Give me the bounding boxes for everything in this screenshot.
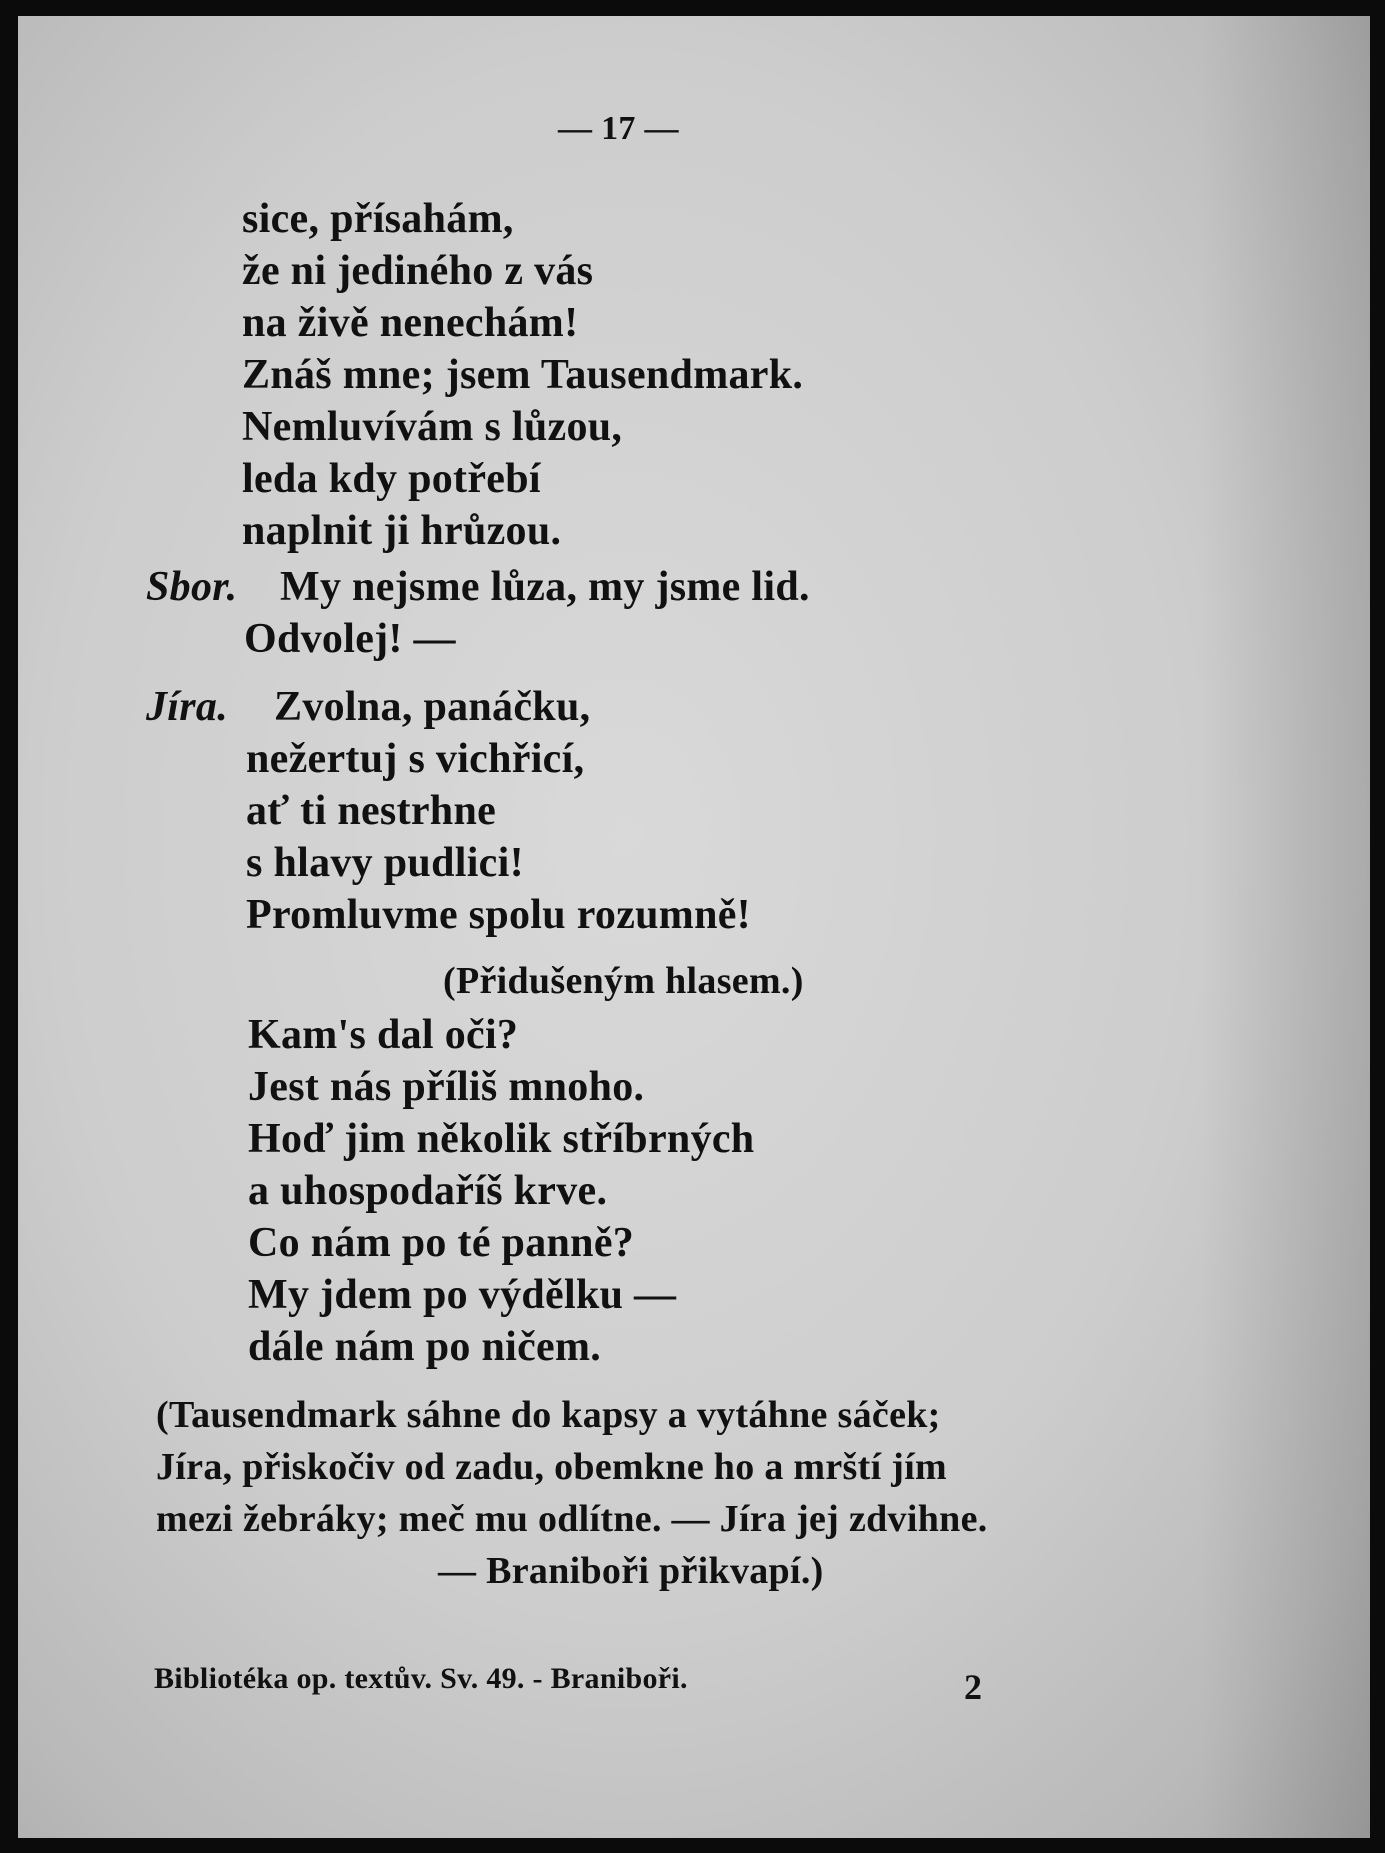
speaker-sbor: Sbor. [146, 564, 238, 610]
verse-line: Kam's dal oči? [248, 1012, 519, 1058]
verse-line: s hlavy pudlici! [246, 840, 524, 886]
verse-line: Znáš mne; jsem Tausendmark. [242, 352, 804, 398]
verse-line: že ni jediného z vás [242, 248, 594, 294]
stage-direction: (Přidušeným hlasem.) [443, 960, 804, 1002]
sheet-number: 2 [964, 1667, 983, 1707]
verse-line: Promluvme spolu rozumně! [246, 892, 751, 938]
verse-line: My nejsme lůza, my jsme lid. [280, 564, 810, 610]
verse-line: Jest nás příliš mnoho. [248, 1064, 645, 1110]
verse-line: naplnit ji hrůzou. [242, 508, 562, 554]
verse-line: Odvolej! — [244, 616, 456, 662]
verse-line: nežertuj s vichřicí, [246, 736, 585, 782]
stage-note-line: — Braniboři přikvapí.) [438, 1550, 824, 1592]
verse-line: sice, přísahám, [242, 196, 514, 242]
verse-line: a uhospodaříš krve. [248, 1168, 608, 1214]
verse-line: Nemluvívám s lůzou, [242, 404, 623, 450]
verse-line: Co nám po té panně? [248, 1220, 635, 1266]
verse-line: dále nám po ničem. [248, 1324, 602, 1370]
verse-line: My jdem po výdělku — [248, 1272, 677, 1318]
book-page [18, 16, 1370, 1838]
verse-line: Hoď jim několik stříbrných [248, 1116, 755, 1162]
verse-line: Zvolna, panáčku, [274, 684, 591, 730]
footer-imprint: Bibliotéka op. textův. Sv. 49. - Braniboři. [154, 1662, 688, 1695]
stage-note-line: Jíra, přiskočiv od zadu, obemkne ho a mrští jím [156, 1446, 948, 1488]
verse-line: leda kdy potřebí [242, 456, 541, 502]
stage-note-line: mezi žebráky; meč mu odlítne. — Jíra jej zdvihne. [156, 1498, 988, 1540]
stage-note-line: (Tausendmark sáhne do kapsy a vytáhne sáček; [156, 1394, 941, 1436]
speaker-jira: Jíra. [146, 684, 229, 730]
verse-line: ať ti nestrhne [246, 788, 497, 834]
page-number-header: — 17 — [558, 110, 679, 147]
verse-line: na živě nenechám! [242, 300, 579, 346]
